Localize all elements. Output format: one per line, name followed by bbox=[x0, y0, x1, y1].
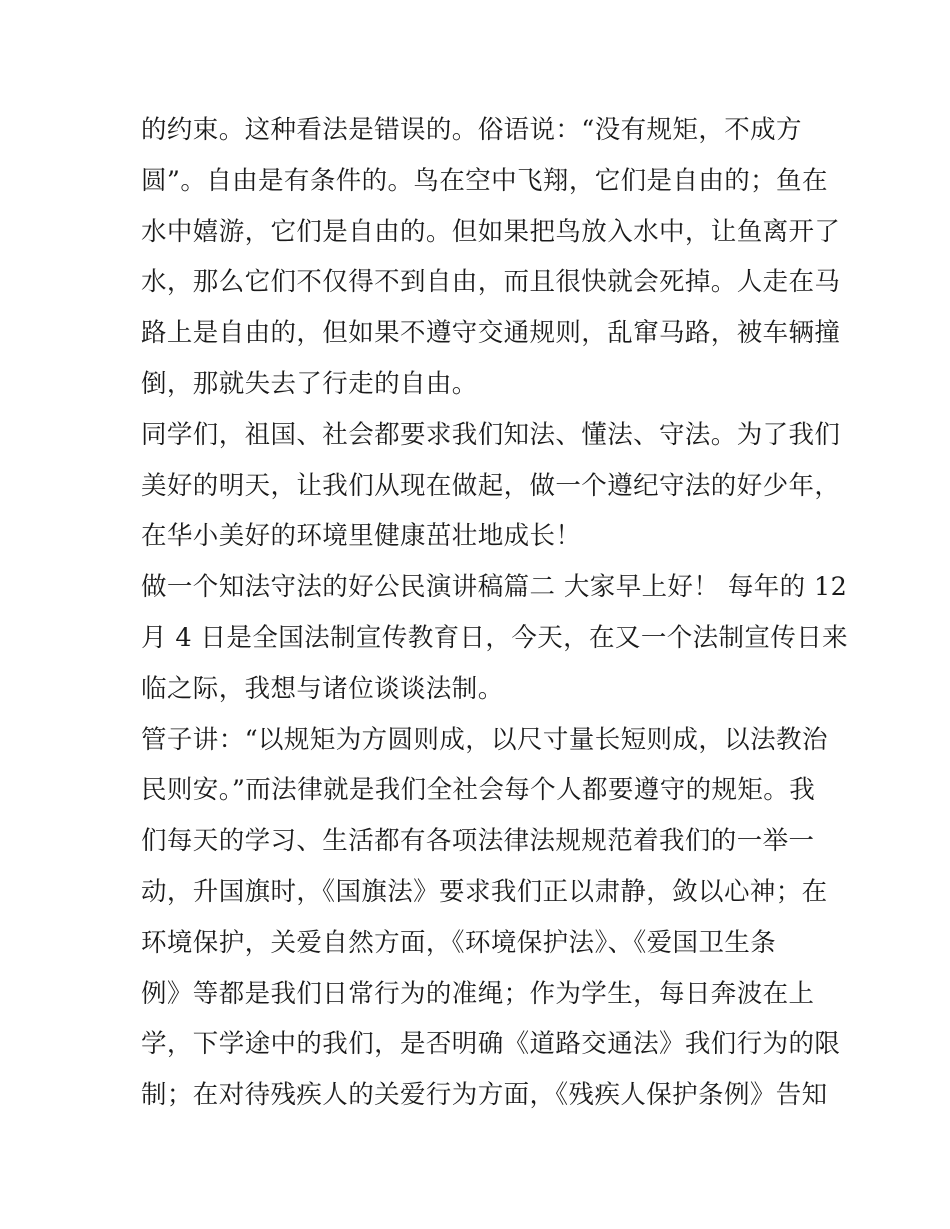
text-line: 在华小美好的环境里健康茁壮地成长！ bbox=[141, 521, 582, 552]
text-line: 同学们，祖国、社会都要求我们知法、懂法、守法。为了我们 bbox=[141, 419, 841, 450]
text-line: 动，升国旗时，《国旗法》要求我们正以肃静，敛以心神；在 bbox=[141, 876, 828, 907]
text-line: 美好的明天，让我们从现在做起，做一个遵纪守法的好少年， bbox=[141, 470, 841, 501]
text-line: 们每天的学习、生活都有各项法律法规规范着我们的一举一 bbox=[141, 826, 815, 857]
text-line: 制；在对待残疾人的关爱行为方面，《残疾人保护条例》告知 bbox=[141, 1080, 828, 1111]
text-line: 月 4 日是全国法制宣传教育日，今天，在又一个法制宣传日来 bbox=[141, 622, 849, 653]
text-line: 例》等都是我们日常行为的准绳；作为学生，每日奔波在上 bbox=[141, 978, 815, 1009]
text-line: 学，下学途中的我们，是否明确《道路交通法》我们行为的限 bbox=[141, 1029, 841, 1060]
text-line: 圆”。自由是有条件的。鸟在空中飞翔，它们是自由的；鱼在 bbox=[141, 165, 828, 196]
text-line: 水中嬉游，它们是自由的。但如果把鸟放入水中，让鱼离开了 bbox=[141, 216, 841, 247]
body-text bbox=[141, 105, 849, 1121]
text-line: 水，那么它们不仅得不到自由，而且很快就会死掉。人走在马 bbox=[141, 267, 841, 298]
text-line: 倒，那就失去了行走的自由。 bbox=[141, 368, 478, 399]
text-line: 环境保护，关爱自然方面，《环境保护法》、《爱国卫生条 bbox=[141, 927, 777, 958]
text-line: 做一个知法守法的好公民演讲稿篇二 大家早上好！ 每年的 12 bbox=[141, 572, 848, 603]
text-line: 的约束。这种看法是错误的。俗语说：“没有规矩，不成方 bbox=[141, 115, 802, 145]
text-line: 临之际，我想与诸位谈谈法制。 bbox=[141, 673, 504, 704]
text-line: 路上是自由的，但如果不遵守交通规则，乱窜马路，被车辆撞 bbox=[141, 318, 841, 349]
text-line: 民则安。”而法律就是我们全社会每个人都要遵守的规矩。我 bbox=[141, 775, 816, 806]
text-line: 管子讲：“以规矩为方圆则成，以尺寸量长短则成，以法教治 bbox=[141, 724, 828, 755]
